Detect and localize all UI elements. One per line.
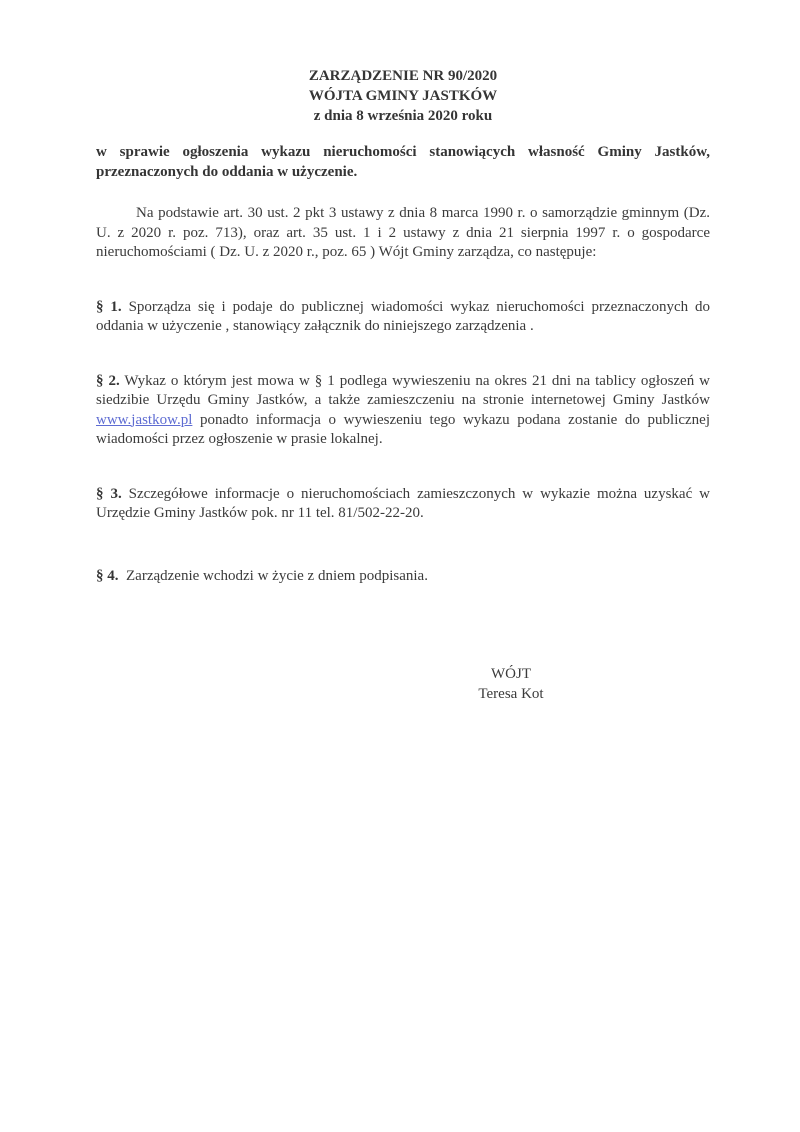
section-4-text: Zarządzenie wchodzi w życie z dniem podpisania.: [126, 567, 428, 584]
signature-name: Teresa Kot: [478, 685, 544, 702]
section-3-marker: § 3.: [96, 485, 122, 502]
section-2-paragraph: [96, 372, 710, 450]
section-1-text: Sporządza się i podaje do publicznej wiadomości wykaz nieruchomości przeznaczonych do oddania w użyczenie , stanowiący załącznik do niniejszego zarządzenia .: [96, 298, 711, 334]
section-2-text-after-link: ponadto informacja o wywieszeniu tego wykazu podana zostanie do publicznej wiadomości przez ogłoszenie w prasie lokalnej.: [96, 411, 710, 447]
document-content: [96, 66, 710, 704]
section-1-marker: § 1.: [96, 298, 122, 315]
intro-paragraph: Na podstawie art. 30 ust. 2 pkt 3 ustawy z dnia 8 marca 1990 r. o samorządzie gminnym (Dz. U. z 2020 r. poz. 713), oraz art. 35 ust. 1 i 2 ustawy z dnia 21 sierpnia 1997 r. o gospodarce nieruchomościami ( Dz. U. z 2020 r., poz. 65 ) Wójt Gminy zarządza, co następuje:: [96, 205, 710, 260]
subject-paragraph: w sprawie ogłoszenia wykazu nieruchomości stanowiących własność Gminy Jastków, przeznaczonych do oddania w użyczenie.: [96, 144, 710, 180]
jastkow-website-link[interactable]: www.jastkow.pl: [96, 411, 193, 428]
signature-block: [411, 665, 611, 704]
section-3-paragraph: [96, 485, 710, 524]
section-2-text-before-link: Wykaz o którym jest mowa w § 1 podlega wywieszeniu na okres 21 dni na tablicy ogłoszeń w siedzibie Urzędu Gminy Jastków, a także zamieszczeniu na stronie internetowej Gminy Jastków: [96, 372, 710, 408]
document-title-block: [96, 66, 710, 126]
section-4-marker: § 4.: [96, 567, 119, 584]
title-line-date: z dnia 8 września 2020 roku: [313, 108, 493, 124]
section-2-marker: § 2.: [96, 372, 120, 389]
section-4-paragraph: [96, 567, 710, 587]
section-1-paragraph: [96, 298, 710, 337]
title-line-number: ZARZĄDZENIE NR 90/2020: [308, 68, 498, 84]
title-line-author: WÓJTA GMINY JASTKÓW: [308, 88, 498, 104]
section-3-text: Szczegółowe informacje o nieruchomościach zamieszczonych w wykazie można uzyskać w Urzędzie Gminy Jastków pok. nr 11 tel. 81/502-22-20.: [96, 485, 710, 521]
signature-role: WÓJT: [491, 666, 531, 682]
